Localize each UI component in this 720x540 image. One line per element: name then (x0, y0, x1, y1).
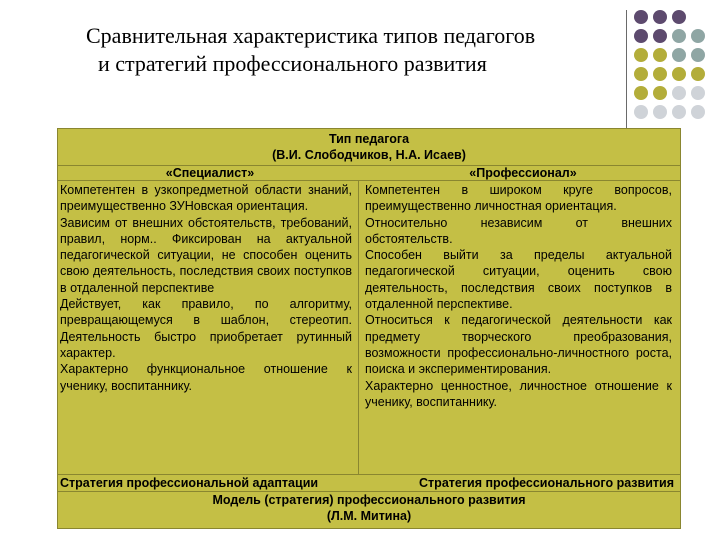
comparison-table (57, 128, 681, 529)
decorative-dot (653, 86, 667, 100)
table-header-line-2: (В.И. Слободчиков, Н.А. Исаев) (272, 148, 466, 163)
left-paragraph: Действует, как правило, по алгоритму, превращающемуся в шаблон, стереотип. Деятельность быстро приобретает рутинный характер. (60, 297, 352, 360)
slide-title (78, 22, 598, 78)
professional-description (365, 182, 672, 410)
column-separator (358, 180, 359, 474)
decorative-dot (653, 10, 667, 24)
table-footer (58, 492, 680, 525)
decorative-dot (634, 10, 648, 24)
table-footer-line-2: (Л.М. Митина) (326, 509, 412, 524)
decorative-dot (672, 29, 686, 43)
left-paragraph: Характерно функциональное отношение к ученику, воспитаннику. (60, 362, 352, 393)
left-paragraph: Компетентен в узкопредметной области знаний, преимущественно ЗУНовская ориентация. (60, 183, 352, 214)
table-header (58, 131, 680, 164)
table-header-line-1: Тип педагога (328, 132, 410, 146)
decorative-dot (653, 67, 667, 81)
decorative-dot (691, 105, 705, 119)
decorative-divider (626, 10, 627, 128)
decorative-dot (691, 86, 705, 100)
column-titles-row (58, 165, 680, 181)
right-paragraph: Компетентен в широком круге вопросов, преимущественно личностная ориентация. (365, 183, 672, 214)
decorative-dot (634, 48, 648, 62)
development-strategy: Стратегия профессионального развития (419, 476, 674, 490)
table-footer-line-1: Модель (стратегия) профессионального развития (212, 493, 526, 507)
right-column-title: «Профессионал» (469, 166, 577, 180)
decorative-dot (634, 67, 648, 81)
decorative-dot (634, 86, 648, 100)
decorative-dot (672, 67, 686, 81)
adaptation-strategy: Стратегия профессиональной адаптации (60, 476, 319, 490)
slide-title-line-2: и стратегий профессионального развития (98, 51, 487, 76)
decorative-dot (672, 48, 686, 62)
right-paragraph: Способен выйти за пределы актуальной педагогической ситуации, оценить свою деятельность, последствия своих поступков в отдаленной перспективе. (365, 248, 672, 312)
decorative-dot (672, 10, 686, 24)
decorative-dot (653, 29, 667, 43)
slide-title-line-1: Сравнительная характеристика типов педагогов (86, 23, 536, 48)
left-paragraph: Зависим от внешних обстоятельств, требований, правил, норм.. Фиксирован на актуальной педагогической ситуации, не способен оценить свою деятельность, последствия своих поступков в отдаленной перспективе (60, 215, 352, 295)
strategies-row (58, 475, 680, 491)
decorative-dot (634, 105, 648, 119)
specialist-description (60, 182, 352, 394)
decorative-dot (691, 67, 705, 81)
decorative-dot (653, 48, 667, 62)
decorative-dot (672, 105, 686, 119)
right-paragraph: Характерно ценностное, личностное отношение к ученику, воспитаннику. (365, 378, 672, 409)
decorative-dot (672, 86, 686, 100)
decorative-dot (691, 48, 705, 62)
decorative-dot (653, 105, 667, 119)
decorative-dot (691, 29, 705, 43)
left-column-title: «Специалист» (165, 166, 255, 180)
decorative-dot (634, 29, 648, 43)
right-paragraph: Относиться к педагогической деятельности как предмету творческого преобразования, возможности профессионально-личностного роста, поиска и экспериментирования. (365, 313, 672, 377)
table-divider (58, 180, 680, 181)
right-paragraph: Относительно независим от внешних обстоятельств. (365, 215, 672, 246)
